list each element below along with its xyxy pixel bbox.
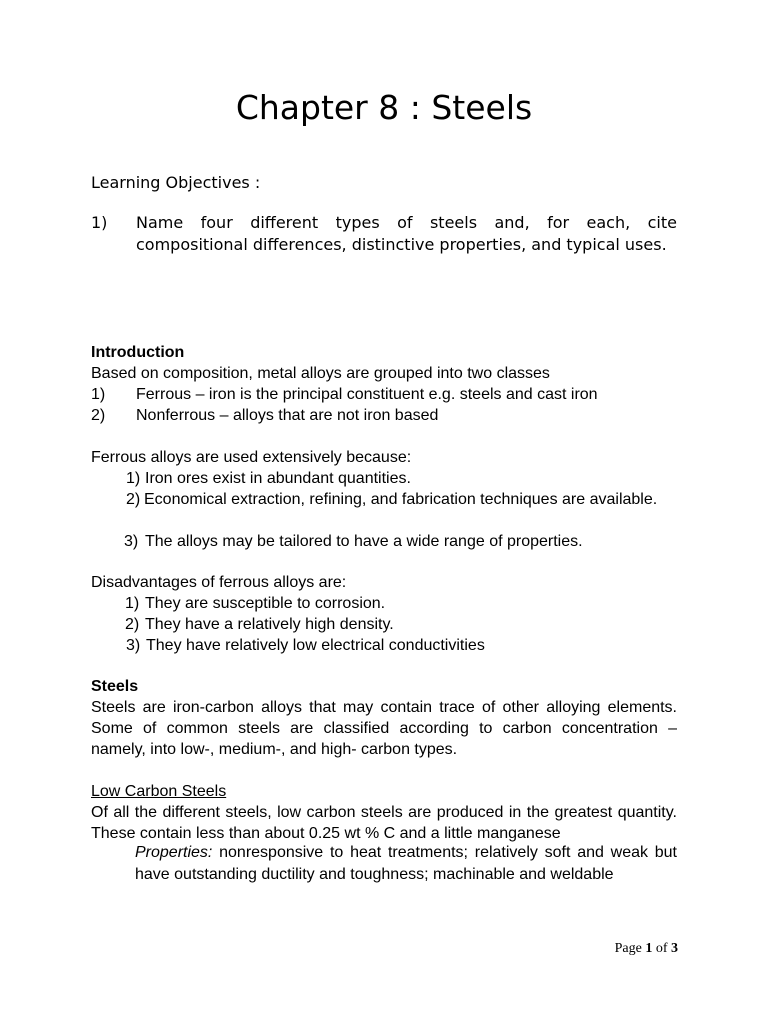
- ferrous-uses-text: Iron ores exist in abundant quantities.: [145, 470, 411, 487]
- low-carbon-text: Of all the different steels, low carbon steels are produced in the greatest quantity. These contain less than about 0.25 wt % C and a little manganese: [91, 804, 677, 842]
- properties-label: Properties:: [135, 844, 213, 861]
- ferrous-uses-number: 1): [126, 470, 141, 487]
- page-title: Chapter 8 : Steels: [235, 88, 533, 127]
- introduction-lead: Based on composition, metal alloys are grouped into two classes: [91, 365, 550, 382]
- properties-text: [135, 842, 677, 886]
- low-carbon-heading: Low Carbon Steels: [91, 783, 227, 800]
- class-number: 1): [91, 386, 106, 403]
- learning-objectives-heading: Learning Objectives :: [91, 173, 261, 192]
- page-footer: [615, 941, 678, 957]
- properties-description: nonresponsive to heat treatments; relatively soft and weak but have outstanding ductility and toughness; machinable and weldable: [135, 844, 677, 883]
- page-number: 1: [645, 941, 653, 956]
- class-text: Nonferrous – alloys that are not iron based: [136, 407, 439, 424]
- class-number: 2): [91, 407, 106, 424]
- steels-heading: Steels: [91, 678, 139, 695]
- low-carbon-section: [91, 781, 677, 844]
- class-item: [91, 384, 677, 405]
- objective-number: 1): [91, 213, 108, 232]
- class-text: Ferrous – iron is the principal constituent e.g. steels and cast iron: [136, 386, 598, 403]
- class-item: [91, 405, 677, 426]
- of-word: of: [652, 941, 671, 956]
- steels-section: [91, 676, 677, 760]
- ferrous-uses-number: 3): [124, 533, 139, 550]
- ferrous-uses-number: 2): [126, 491, 141, 508]
- ferrous-uses-text: Economical extraction, refining, and fabrication techniques are available.: [144, 491, 658, 508]
- page-total: 3: [671, 941, 678, 956]
- ferrous-uses-lead: Ferrous alloys are used extensively because:: [91, 449, 412, 466]
- disadvantage-text: They have a relatively high density.: [145, 616, 394, 633]
- page-word: Page: [614, 941, 646, 956]
- disadvantage-number: 2): [125, 616, 140, 633]
- disadvantage-number: 3): [126, 637, 141, 654]
- disadvantage-text: They are susceptible to corrosion.: [145, 595, 386, 612]
- steels-text: Steels are iron-carbon alloys that may contain trace of other alloying elements. Some of common steels are classified according to carbon concentration – namely, into low-, medium-, and high- carbon types.: [91, 699, 677, 758]
- objective-text: Name four different types of steels and, for each, cite compositional differences, distinctive properties, and typical uses.: [136, 213, 677, 254]
- introduction-section: [91, 342, 677, 426]
- ferrous-uses-text: The alloys may be tailored to have a wide range of properties.: [145, 533, 583, 550]
- disadvantage-number: 1): [125, 595, 140, 612]
- disadvantages-lead: Disadvantages of ferrous alloys are:: [91, 574, 347, 591]
- disadvantage-text: They have relatively low electrical conductivities: [146, 637, 485, 654]
- introduction-heading: Introduction: [91, 344, 185, 361]
